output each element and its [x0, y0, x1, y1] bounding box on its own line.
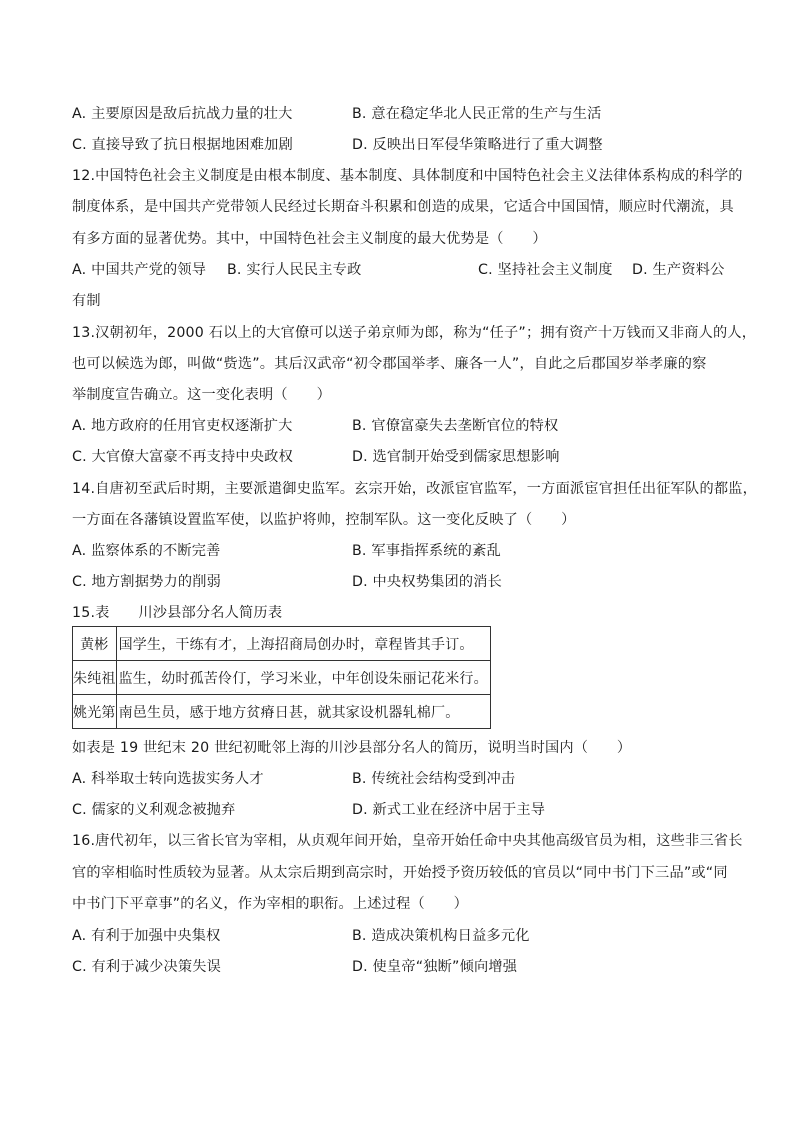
- q12-option-a[interactable]: A. 中国共产党的领导: [72, 262, 207, 278]
- q16-stem-line-3: 中书门下平章事”的名义，作为宰相的职衔。上述过程（ ）: [72, 896, 469, 912]
- q15-table-caption: 15.表 川沙县部分名人简历表: [72, 605, 283, 621]
- q14-stem-line-1: 14.自唐初至武后时期，主要派遣御史监军。玄宗开始，改派宦官监军，一方面派宦官担任出征军队的都监，: [72, 481, 757, 497]
- q16-option-c[interactable]: C. 有利于减少决策失误: [72, 959, 222, 975]
- q11-option-c[interactable]: C. 直接导致了抗日根据地困难加剧: [72, 137, 293, 153]
- q13-option-c[interactable]: C. 大官僚大富豪不再支持中央政权: [72, 449, 293, 465]
- q15-option-a[interactable]: A. 科举取士转向选拔实务人才: [72, 771, 264, 787]
- q15-option-b[interactable]: B. 传统社会结构受到冲击: [352, 771, 516, 787]
- table-cell-desc: 国学生，干练有才，上海招商局创办时，章程皆其手订。: [116, 627, 490, 661]
- q14-option-d[interactable]: D. 中央权势集团的消长: [352, 574, 503, 590]
- q15-biography-table: [72, 626, 491, 729]
- q15-stem: 如表是 19 世纪末 20 世纪初毗邻上海的川沙县部分名人的简历，说明当时国内（ ）: [72, 740, 632, 756]
- table-cell-name: 朱纯祖: [73, 661, 117, 695]
- table-cell-name: 姚光第: [73, 695, 117, 729]
- table-row: [73, 627, 491, 661]
- q12-option-d-wrap: 有制: [72, 293, 101, 309]
- q13-option-d[interactable]: D. 选官制开始受到儒家思想影响: [352, 449, 560, 465]
- q11-option-d[interactable]: D. 反映出日军侵华策略进行了重大调整: [352, 137, 603, 153]
- q13-stem-line-2: 也可以候选为郎，叫做“赀选”。其后汉武帝“初令郡国举孝、廉各一人”，自此之后郡国岁举孝廉的察: [72, 356, 707, 372]
- q11-option-b[interactable]: B. 意在稳定华北人民正常的生产与生活: [352, 106, 602, 122]
- q16-stem-line-2: 官的宰相临时性质较为显著。从太宗后期到高宗时，开始授予资历较低的官员以“同中书门下三品”或“同: [72, 865, 728, 881]
- q13-stem-line-1: 13.汉朝初年，2000 石以上的大官僚可以送子弟京师为郎，称为“任子”；拥有资产十万钱而又非商人的人，: [72, 325, 757, 341]
- q14-stem-line-2: 一方面在各藩镇设置监军使，以监护将帅，控制军队。这一变化反映了（ ）: [72, 512, 576, 528]
- q13-option-a[interactable]: A. 地方政府的任用官吏权逐渐扩大: [72, 418, 293, 434]
- q12-option-d[interactable]: D. 生产资料公: [632, 262, 725, 278]
- q13-option-b[interactable]: B. 官僚富豪失去垄断官位的特权: [352, 418, 559, 434]
- q14-option-a[interactable]: A. 监察体系的不断完善: [72, 543, 221, 559]
- q16-option-a[interactable]: A. 有利于加强中央集权: [72, 928, 221, 944]
- q12-option-c[interactable]: C. 坚持社会主义制度: [478, 262, 613, 278]
- table-cell-name: 黄彬: [73, 627, 117, 661]
- q14-option-b[interactable]: B. 军事指挥系统的紊乱: [352, 543, 501, 559]
- q14-option-c[interactable]: C. 地方割据势力的削弱: [72, 574, 222, 590]
- q15-option-c[interactable]: C. 儒家的义利观念被抛弃: [72, 802, 236, 818]
- table-cell-desc: 南邑生员，感于地方贫瘠日甚，就其家设机器轧棉厂。: [116, 695, 490, 729]
- q12-option-b[interactable]: B. 实行人民民主专政: [227, 262, 362, 278]
- q13-stem-line-3: 举制度宣告确立。这一变化表明（ ）: [72, 387, 331, 403]
- q12-stem-line-3: 有多方面的显著优势。其中，中国特色社会主义制度的最大优势是（ ）: [72, 231, 547, 247]
- table-row: [73, 661, 491, 695]
- q16-option-d[interactable]: D. 使皇帝“独断”倾向增强: [352, 959, 518, 975]
- table-row: [73, 695, 491, 729]
- q11-option-a[interactable]: A. 主要原因是敌后抗战力量的壮大: [72, 106, 293, 122]
- q12-stem-line-2: 制度体系，是中国共产党带领人民经过长期奋斗积累和创造的成果，它适合中国国情，顺应时代潮流，具: [72, 199, 734, 215]
- q16-stem-line-1: 16.唐代初年，以三省长官为宰相，从贞观年间开始，皇帝开始任命中央其他高级官员为相，这些非三省长: [72, 833, 743, 849]
- q15-option-d[interactable]: D. 新式工业在经济中居于主导: [352, 802, 546, 818]
- table-cell-desc: 监生，幼时孤苦伶仃，学习米业，中年创设朱丽记花米行。: [116, 661, 490, 695]
- q16-option-b[interactable]: B. 造成决策机构日益多元化: [352, 928, 530, 944]
- q12-stem-line-1: 12.中国特色社会主义制度是由根本制度、基本制度、具体制度和中国特色社会主义法律体系构成的科学的: [72, 168, 743, 184]
